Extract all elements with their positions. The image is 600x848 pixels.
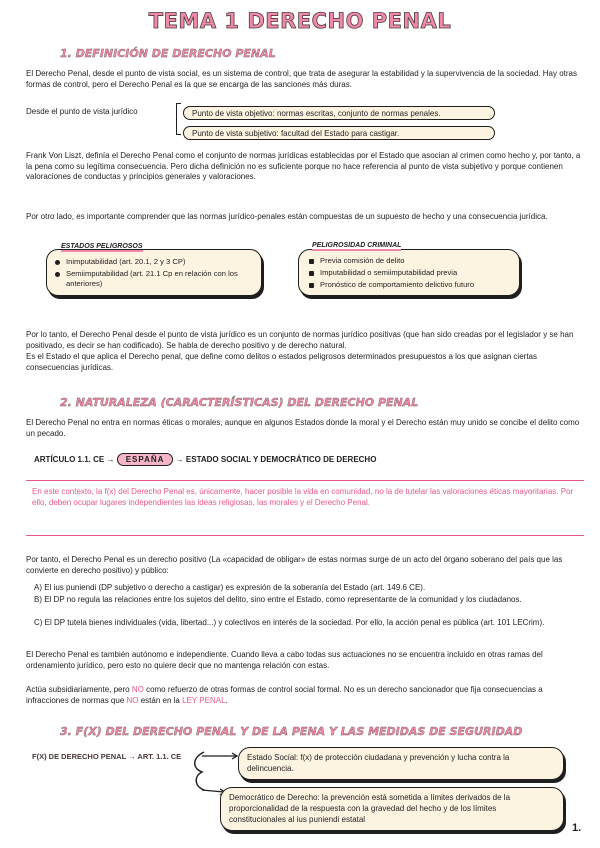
section-2-heading: 2. NATURALEZA (CARACTERÍSTICAS) DEL DERECHO PENAL <box>60 396 419 409</box>
card-peligrosidad-criminal <box>298 249 520 296</box>
section-1-paragraph-4: Por lo tanto, el Derecho Penal desde el punto de vista jurídico es un conjunto de normas jurídico positivas (que han sido creadas por el legislador y se han positivado, es decir se han codificado). Se habla de derecho positivo y de derecho natural. <box>26 330 574 350</box>
page-number: 1. <box>572 822 582 834</box>
article-reference <box>34 453 376 466</box>
section-1-paragraph-1: El Derecho Penal, desde el punto de vista social, es un sistema de control, que trata de asegurar la estabilidad y la supervivencia de la sociedad. Hay otras formas de control, pero el Derecho Penal es la que se encarga de las sanciones más duras. <box>26 69 577 89</box>
page-title: TEMA 1 DERECHO PENAL <box>148 9 452 33</box>
section-1-paragraph-5: Es el Estado el que aplica el Derecho penal, que define como delitos o estados peligrosos determinados presupuestos a los que asignan ciertas consecuencias jurídicas. <box>26 352 537 372</box>
viewpoint-bracket <box>176 103 177 135</box>
list-item: Imputabilidad o semiimputabilidad previa <box>309 268 511 278</box>
espana-badge: ESPAÑA <box>117 453 174 466</box>
card-label-peligrosidad-criminal: PELIGROSIDAD CRIMINAL <box>312 242 402 249</box>
section-2-paragraph-2: Por tanto, el Derecho Penal es un derecho positivo (La «capacidad de obligar» de estas normas surge de un acto del órgano soberano del país que las convierte en derecho positivo) y público: <box>26 555 563 575</box>
list-item: Previa comisión de delito <box>309 256 511 266</box>
list-item: Semiimputabilidad (art. 21.1 Cp en relación con los anteriores) <box>55 269 253 289</box>
list-item-b: B) El DP no regula las relaciones entre los sujetos del delito, sino entre el Estado, como representante de la comunidad y los ciudadanos. <box>34 595 522 604</box>
subjective-viewpoint: Punto de vista subjetivo: facultad del Estado para castigar. <box>183 126 495 140</box>
highlight-quote: En este contexto, la f(x) del Derecho Penal es, únicamente, hacer posible la vida en comunidad, no la de tutelar las valoraciones éticas mayoritarias. Por ello, deben ocupar lugares independientes las ideas religiosas, las morales y el Derecho Penal. <box>26 480 584 536</box>
article-tail: → ESTADO SOCIAL Y DEMOCRÁTICO DE DERECHO <box>175 455 377 464</box>
estado-social-box: Estado Social: f(x) de protección ciudadana y prevención y lucha contra la delincuencia. <box>238 747 564 780</box>
democratico-box: Democrático de Derecho: la prevención está sometida a límites derivados de la proporcionalidad de la respuesta con la gravedad del hecho y de los límites constitucionales al ius puniendi estatal <box>220 787 564 831</box>
section-2-paragraph-3: El Derecho Penal es también autónomo e independiente. Cuando lleva a cabo todas sus actuaciones no se encuentra incluido en otras ramas del ordenamiento jurídico, pero esto no quiere decir que no mantenga relación con estas. <box>26 650 543 670</box>
list-item: Inimputabilidad (art. 20.1, 2 y 3 CP) <box>55 257 253 267</box>
viewpoint-label: Desde el punto de vista jurídico <box>26 107 138 116</box>
list-item-a: A) El ius puniendi (DP subjetivo o derecho a castigar) es expresión de la soberanía del Estado (art. 149.6 CE). <box>34 583 426 592</box>
section-3-label: F(X) DE DERECHO PENAL → ART. 1.1. CE <box>32 752 182 761</box>
article-label: ARTÍCULO 1.1. CE → <box>34 455 115 464</box>
section-3-heading: 3. F(X) DEL DERECHO PENAL Y DE LA PENA Y LAS MEDIDAS DE SEGURIDAD <box>60 725 523 738</box>
section-1-paragraph-3: Por otro lado, es importante comprender que las normas jurídico-penales están compuestas de un supuesto de hecho y una consecuencia jurídica. <box>26 212 548 221</box>
card-label-estados-peligrosos: ESTADOS PELIGROSOS <box>61 243 143 250</box>
section-1-paragraph-2: Frank Von Liszt, definía el Derecho Penal como el conjunto de normas jurídicas establecidas por el Estado que asocian al crimen como hecho y, por tanto, a la pena como su legítima consecuencia. Pero dicha definición no es suficiente porque no hace referencia al punto de vista subjetivo y porque contienen valoraciones de conductas y principios generales y valoraciones. <box>26 151 581 182</box>
section-1-heading: 1. DEFINICIÓN DE DERECHO PENAL <box>60 47 276 60</box>
list-item: Pronóstico de comportamiento delictivo futuro <box>309 280 511 290</box>
list-item-c: C) El DP tutela bienes individuales (vida, libertad...) y colectivos en interés de la sociedad. Por ello, la acción penal es pública (art. 101 LECrim). <box>34 618 545 627</box>
section-2-paragraph-4: Actúa subsidiariamente, pero NO como refuerzo de otras formas de control social formal. No es un derecho sancionador que fija consecuencias a infracciones de normas que NO están en la LEY PENAL. <box>26 685 543 705</box>
objective-viewpoint: Punto de vista objetivo: normas escritas, conjunto de normas penales. <box>183 106 495 120</box>
section-2-paragraph-1: El Derecho Penal no entra en normas éticas o morales, aunque en algunos Estados donde la moral y el Derecho están muy unido se concibe el delito como un pecado. <box>26 418 580 438</box>
card-estados-peligrosos <box>46 249 262 296</box>
